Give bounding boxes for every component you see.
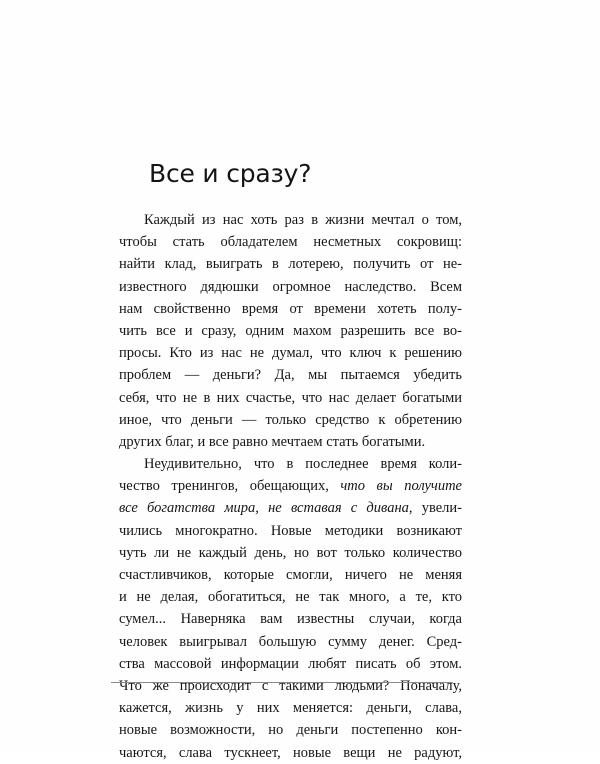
text-line: счастливчиков, которые смогли, ничего не меняя [119,567,462,583]
text-span: Неудивительно, что в последнее время коли- [144,456,462,473]
text-line: чились многократно. Новые методики возникают [119,522,462,539]
text-line: просы. Кто из нас не думал, что ключ к решению [119,345,462,362]
text-line: чуть ли не каждый день, но вот только количество [119,544,462,561]
text-line [119,453,462,475]
text-line: иное, что деньги — только средство к обретению [119,411,462,428]
text-span: чество тренингов, обещающих, [119,478,341,495]
text-line [119,475,462,497]
text-line: других благ, и все равно мечтаем стать богатыми. [119,433,426,450]
chapter-heading: Все и сразу? [149,159,312,188]
text-line: проблем — деньги? Да, мы пытаемся убедить [119,367,462,384]
text-line: нам свойственно время от времени хотеть полу- [119,300,462,317]
text-line: и не делая, обогатиться, не так много, а те, кто [119,589,462,606]
body-text [119,209,462,764]
text-line: Что же происходит с такими людьми? Поначалу, [119,677,462,694]
italic-text: что вы получите [340,478,462,495]
text-line: себя, что не в них счастье, что нас делает богатыми [119,389,462,406]
text-line: человек выигрывал большую сумму денег. Сред- [119,633,462,650]
text-line: чить все и сразу, одним махом разрешить все во- [119,322,462,339]
text-line: сумел... Наверняка вам известны случаи, когда [119,611,462,628]
text-line: чтобы стать обладателем несметных сокровищ: [119,234,462,251]
text-line: чаются, слава тускнеет, новые вещи не радуют, [119,744,462,761]
text-line: ства массовой информации любят писать об этом. [119,655,462,672]
text-line: известного дядюшки огромное наследство. Всем [119,278,462,295]
text-line: Каждый из нас хоть раз в жизни мечтал о том, [144,212,462,228]
italic-text: все богатства мира, не вставая с дивана [119,500,409,517]
text-line: кажется, жизнь у них меняется: деньги, слава, [119,700,462,717]
footer-rule [111,682,453,683]
text-line: найти клад, выиграть в лотерею, получить от не- [119,256,462,273]
text-line [119,497,462,519]
text-line: новые возможности, но деньги постепенно кон- [119,722,462,739]
text-span: , увели- [408,500,462,517]
